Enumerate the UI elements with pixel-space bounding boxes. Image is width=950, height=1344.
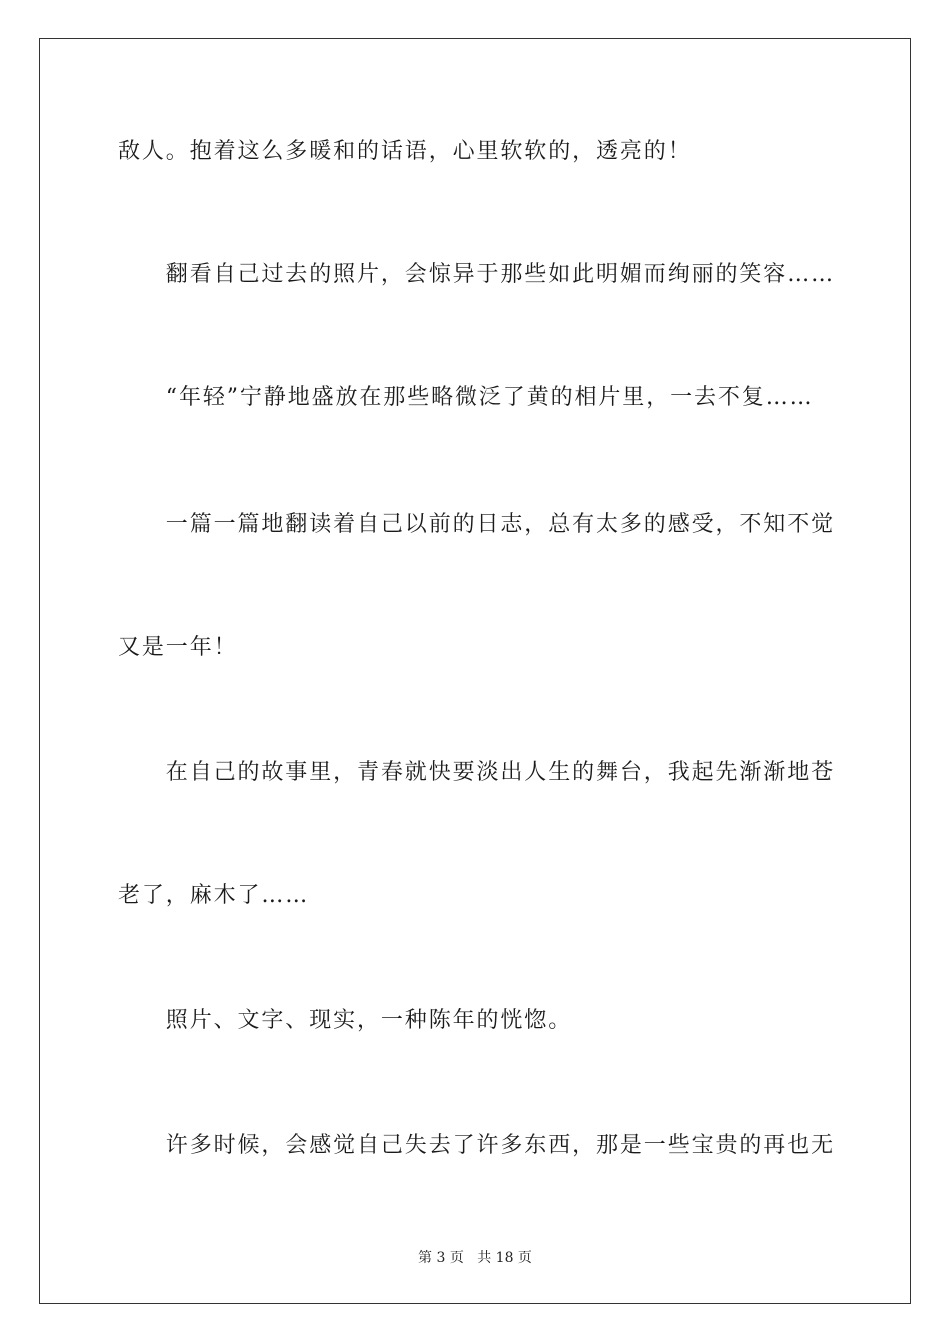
- text-line-7: 老了，麻木了……: [118, 883, 310, 908]
- text-line-8: 照片、文字、现实，一种陈年的恍惚。: [118, 1008, 573, 1033]
- page-border: [39, 38, 911, 1304]
- text-line-1: 敌人。抱着这么多暖和的话语，心里软软的，透亮的！: [118, 139, 692, 164]
- text-line-3: “年轻”宁静地盛放在那些略微泛了黄的相片里，一去不复……: [118, 385, 814, 410]
- total-pages: 共 18 页: [477, 1250, 532, 1266]
- text-line-2: 翻看自己过去的照片，会惊异于那些如此明媚而绚丽的笑容……: [118, 262, 836, 287]
- text-line-6: 在自己的故事里，青春就快要淡出人生的舞台，我起先渐渐地苍: [118, 760, 836, 785]
- text-line-5: 又是一年！: [118, 635, 238, 660]
- text-line-9: 许多时候，会感觉自己失去了许多东西，那是一些宝贵的再也无: [118, 1133, 836, 1158]
- page-footer: [0, 1249, 950, 1267]
- text-line-4: 一篇一篇地翻读着自己以前的日志，总有太多的感受，不知不觉: [118, 512, 836, 537]
- page-number: 第 3 页: [418, 1250, 464, 1266]
